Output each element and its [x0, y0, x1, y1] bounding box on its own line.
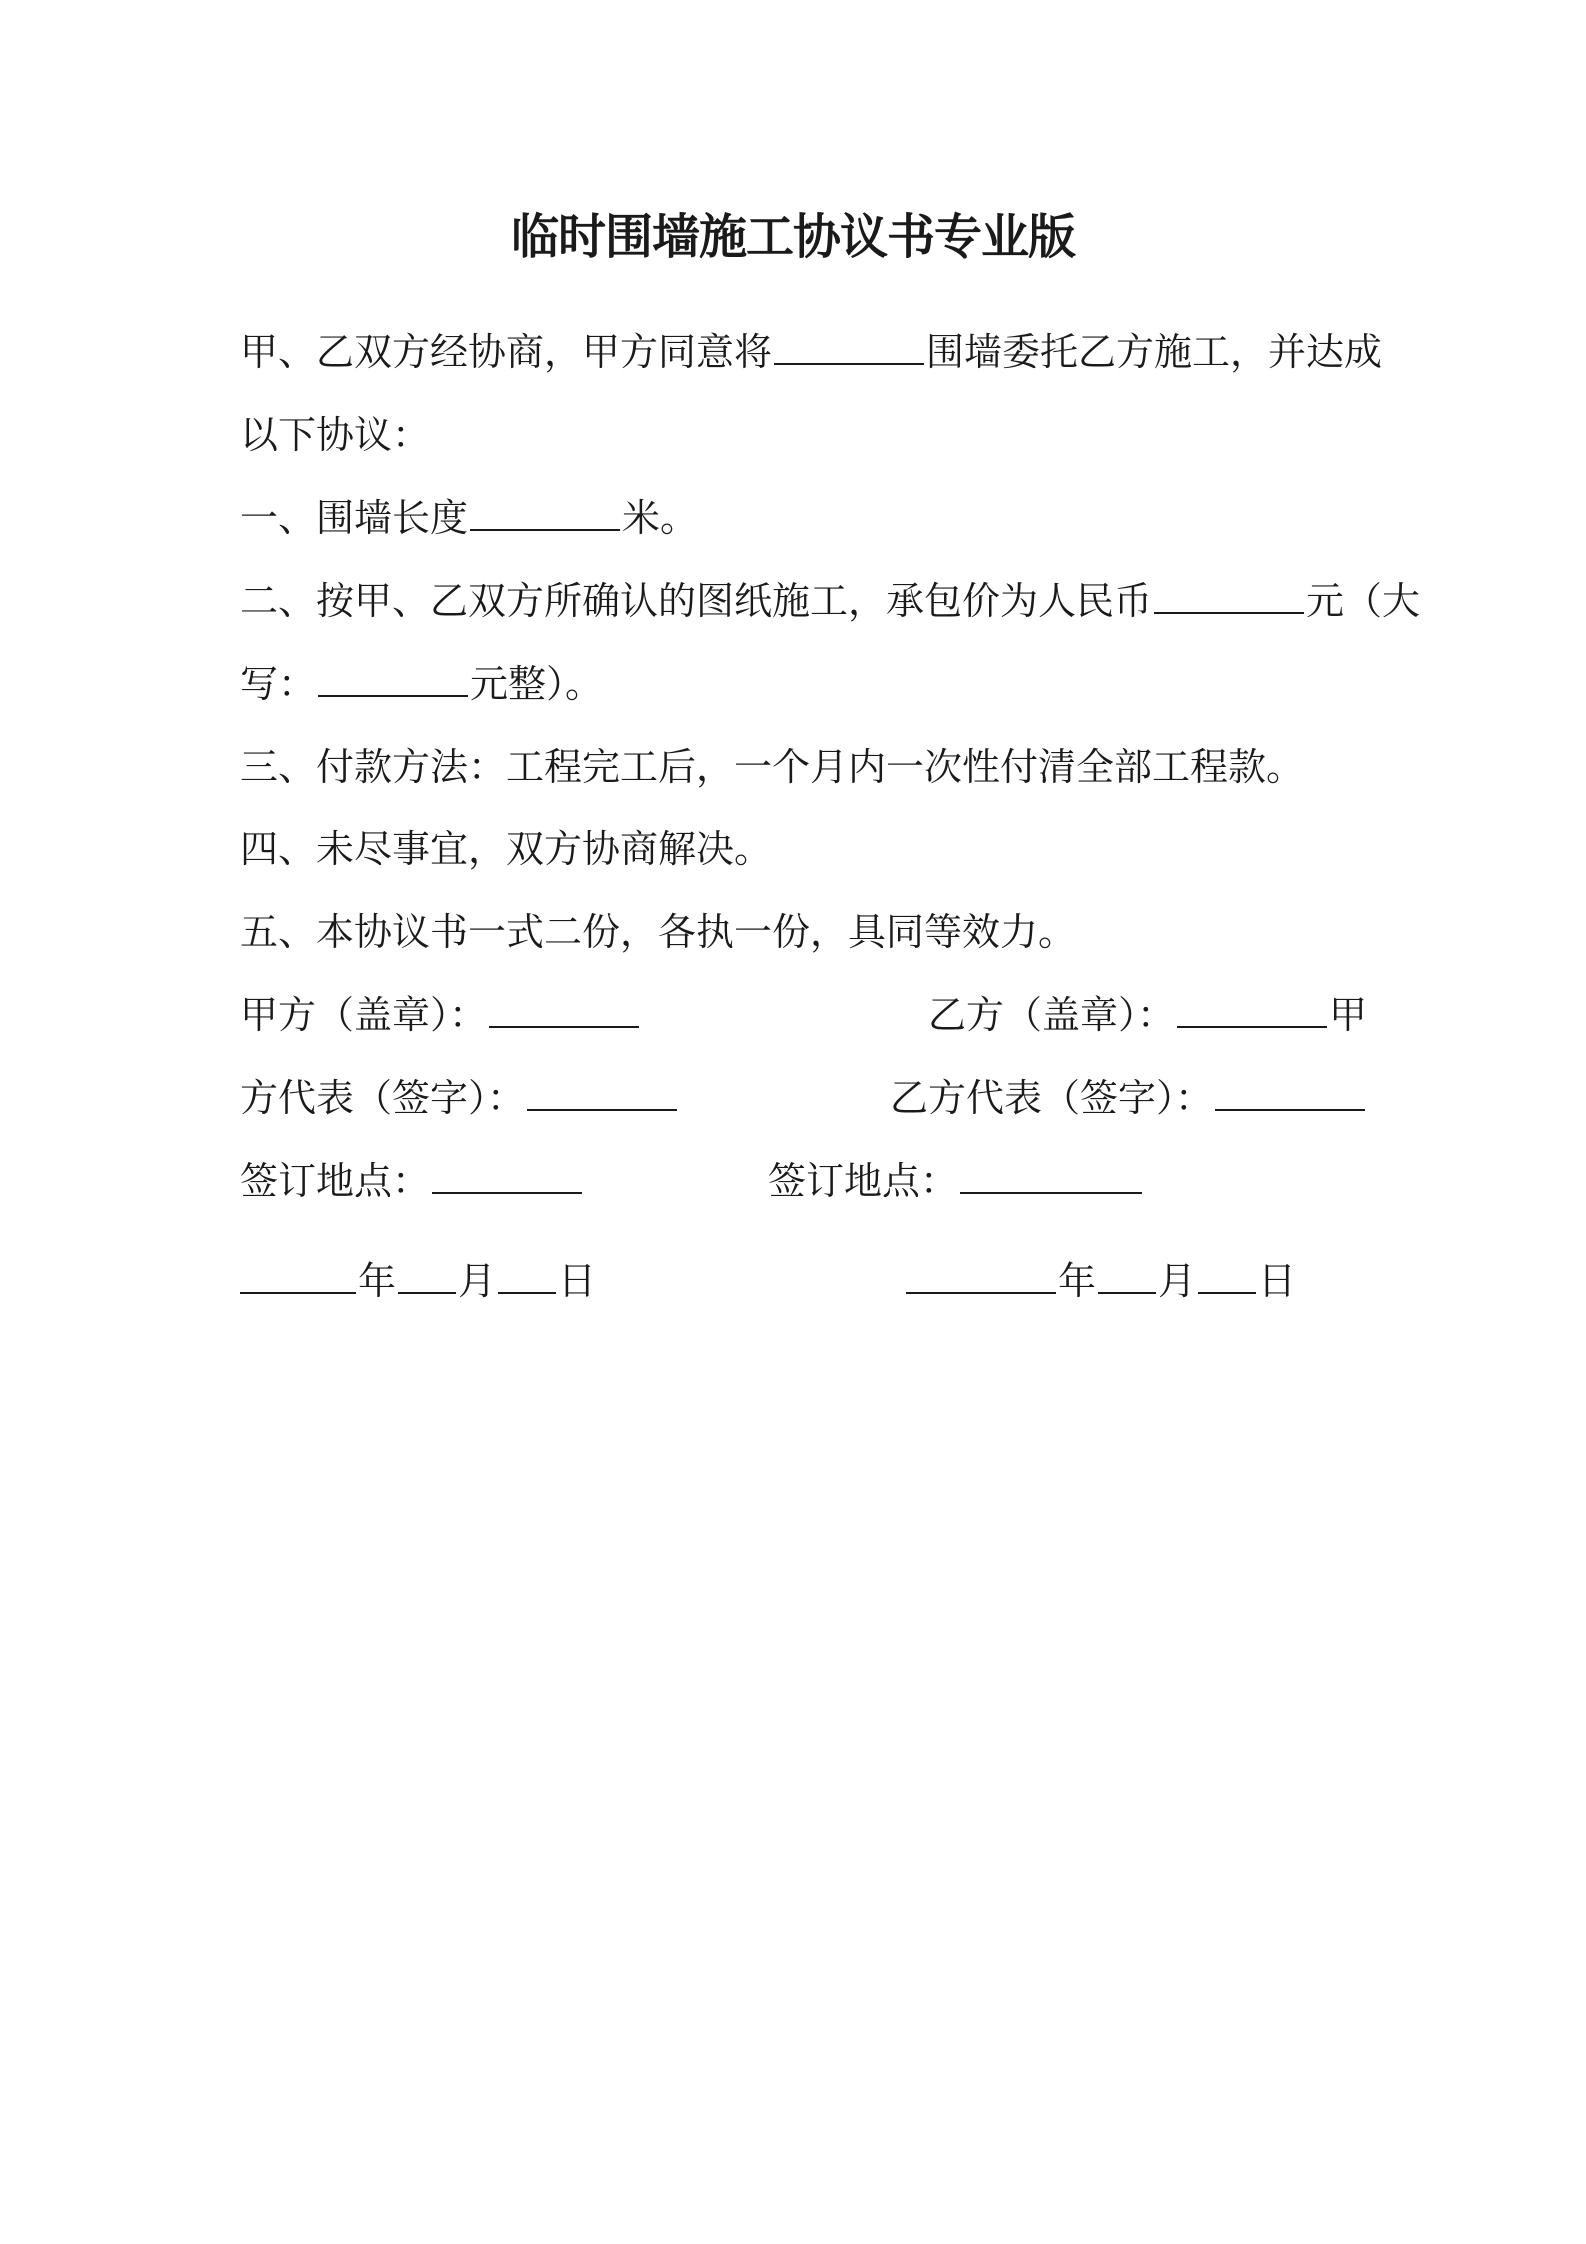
party-a-rep-label: 方代表（签字）： — [240, 1076, 526, 1120]
clause-2-capital-unit: 元整）。 — [470, 662, 604, 706]
price-capital-blank — [318, 657, 468, 697]
intro-line-1 — [240, 325, 1382, 379]
date-a-day-blank — [498, 1254, 556, 1294]
place-a-label: 签订地点： — [240, 1159, 431, 1203]
date-b-year-blank — [906, 1254, 1056, 1294]
date-a-year: 年 — [358, 1259, 397, 1303]
place-b-line — [768, 1154, 1144, 1208]
date-b-month: 月 — [1158, 1259, 1197, 1303]
price-number-blank — [1154, 574, 1304, 614]
intro-line-2: 以下协议： — [240, 413, 431, 457]
date-a-year-blank — [240, 1254, 356, 1294]
party-b-seal-label: 乙方（盖章）： — [928, 993, 1176, 1037]
trailing-char: 甲 — [1329, 993, 1368, 1037]
clause-2-line-2 — [240, 657, 603, 711]
clause-1-text: 一、围墙长度 — [240, 496, 469, 540]
date-a-month-blank — [398, 1254, 456, 1294]
date-a-day: 日 — [558, 1259, 597, 1303]
wall-length-blank — [470, 491, 620, 531]
date-a-line — [240, 1254, 596, 1308]
document-title: 临时围墙施工协议书专业版 — [510, 209, 1075, 265]
date-b-year: 年 — [1058, 1259, 1097, 1303]
date-b-day-blank — [1198, 1254, 1256, 1294]
party-b-rep-blank — [1215, 1071, 1365, 1111]
clause-4: 四、未尽事宜，双方协商解决。 — [240, 827, 773, 871]
party-b-rep-label: 乙方代表（签字）： — [890, 1076, 1214, 1120]
place-a-line — [240, 1154, 584, 1208]
party-a-seal-line — [240, 988, 641, 1042]
clause-1-unit: 米。 — [622, 496, 699, 540]
place-a-blank — [432, 1154, 582, 1194]
party-a-rep-line — [240, 1071, 679, 1125]
clause-1 — [240, 491, 698, 545]
party-b-seal-blank — [1177, 988, 1327, 1028]
intro-text-1: 甲、乙双方经协商，甲方同意将 — [240, 330, 773, 374]
place-b-blank — [960, 1154, 1142, 1194]
project-name-blank — [774, 325, 924, 365]
date-a-month: 月 — [458, 1259, 497, 1303]
clause-2-line-1 — [240, 574, 1420, 628]
party-a-seal-blank — [489, 988, 639, 1028]
place-b-label: 签订地点： — [768, 1159, 959, 1203]
clause-3: 三、付款方法：工程完工后，一个月内一次性付清全部工程款。 — [240, 745, 1305, 789]
party-a-seal-label: 甲方（盖章）： — [240, 993, 488, 1037]
intro-text-2: 围墙委托乙方施工，并达成 — [926, 330, 1383, 374]
party-b-seal-line — [928, 988, 1367, 1042]
date-b-line — [906, 1254, 1296, 1308]
date-b-day: 日 — [1258, 1259, 1297, 1303]
clause-2-text: 二、按甲、乙双方所确认的图纸施工，承包价为人民币 — [240, 579, 1153, 623]
clause-5: 五、本协议书一式二份，各执一份，具同等效力。 — [240, 910, 1077, 954]
clause-2-capital-label: 写： — [240, 662, 317, 706]
party-b-rep-line — [890, 1071, 1367, 1125]
party-a-rep-blank — [527, 1071, 677, 1111]
clause-2-unit: 元（大 — [1306, 579, 1421, 623]
date-b-month-blank — [1098, 1254, 1156, 1294]
